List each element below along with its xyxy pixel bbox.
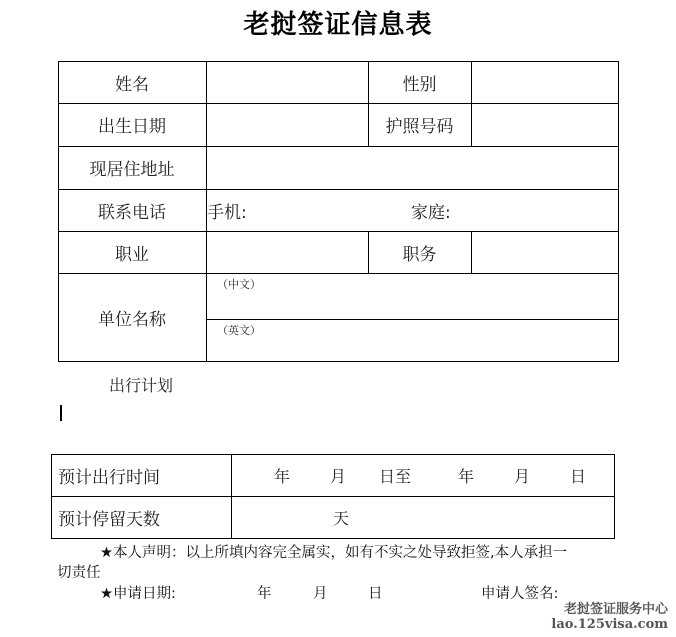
address-field[interactable] xyxy=(207,147,618,189)
passport-label: 护照号码 xyxy=(385,117,454,137)
position-label: 职务 xyxy=(402,244,437,265)
address-label: 现居住地址 xyxy=(89,160,175,180)
declaration-line-1: ★本人声明：以上所填内容完全属实，如有不实之处导致拒签,本人承担一 xyxy=(100,545,568,561)
gender-field[interactable] xyxy=(472,62,618,103)
phone-label: 联系电话 xyxy=(98,202,166,223)
days-unit-label: 天 xyxy=(333,509,350,528)
home-phone-label: 家庭: xyxy=(411,203,451,223)
birthdate-label: 出生日期 xyxy=(98,117,166,137)
occupation-field[interactable] xyxy=(207,232,368,273)
text-cursor xyxy=(60,405,62,421)
table-border xyxy=(51,538,615,539)
end-month-label: 月 xyxy=(514,467,531,486)
start-day-to-label: 日至 xyxy=(379,467,412,486)
position-field[interactable] xyxy=(472,232,618,273)
declaration-line-2: 切责任 xyxy=(57,565,101,581)
watermark-url: lao.125visa.com xyxy=(551,617,668,632)
end-year-label: 年 xyxy=(458,467,475,486)
apply-month-label: 月 xyxy=(313,586,328,602)
page-title: 老挝签证信息表 xyxy=(243,10,433,40)
start-month-label: 月 xyxy=(330,467,347,486)
apply-date-label: ★申请日期: xyxy=(100,586,176,602)
table-border xyxy=(614,454,615,539)
birthdate-field[interactable] xyxy=(207,104,368,146)
start-year-label: 年 xyxy=(274,467,291,486)
travel-time-field[interactable] xyxy=(232,455,614,496)
name-field[interactable] xyxy=(207,62,368,103)
signature-label: 申请人签名: xyxy=(481,586,559,602)
home-phone-field[interactable] xyxy=(407,190,618,231)
mobile-field[interactable] xyxy=(207,190,407,231)
travel-plan-heading: 出行计划 xyxy=(109,376,174,395)
company-cn-field[interactable] xyxy=(207,274,618,319)
travel-time-label: 预计出行时间 xyxy=(58,467,160,488)
end-day-label: 日 xyxy=(570,467,587,486)
table-border xyxy=(618,61,619,362)
mobile-label: 手机: xyxy=(207,203,247,223)
stay-days-field[interactable] xyxy=(232,497,614,538)
company-en-label: （英文） xyxy=(217,324,261,337)
apply-year-label: 年 xyxy=(257,586,272,602)
company-cn-label: （中文） xyxy=(217,278,261,291)
gender-label: 性别 xyxy=(402,74,437,95)
passport-field[interactable] xyxy=(472,104,618,146)
table-border xyxy=(58,361,619,362)
watermark-title: 老挝签证服务中心 xyxy=(563,602,668,617)
apply-day-label: 日 xyxy=(368,586,383,602)
occupation-label: 职业 xyxy=(115,244,149,265)
company-label: 单位名称 xyxy=(98,309,166,330)
name-label: 姓名 xyxy=(115,74,149,95)
stay-days-label: 预计停留天数 xyxy=(58,509,160,530)
company-en-field[interactable] xyxy=(207,320,618,361)
